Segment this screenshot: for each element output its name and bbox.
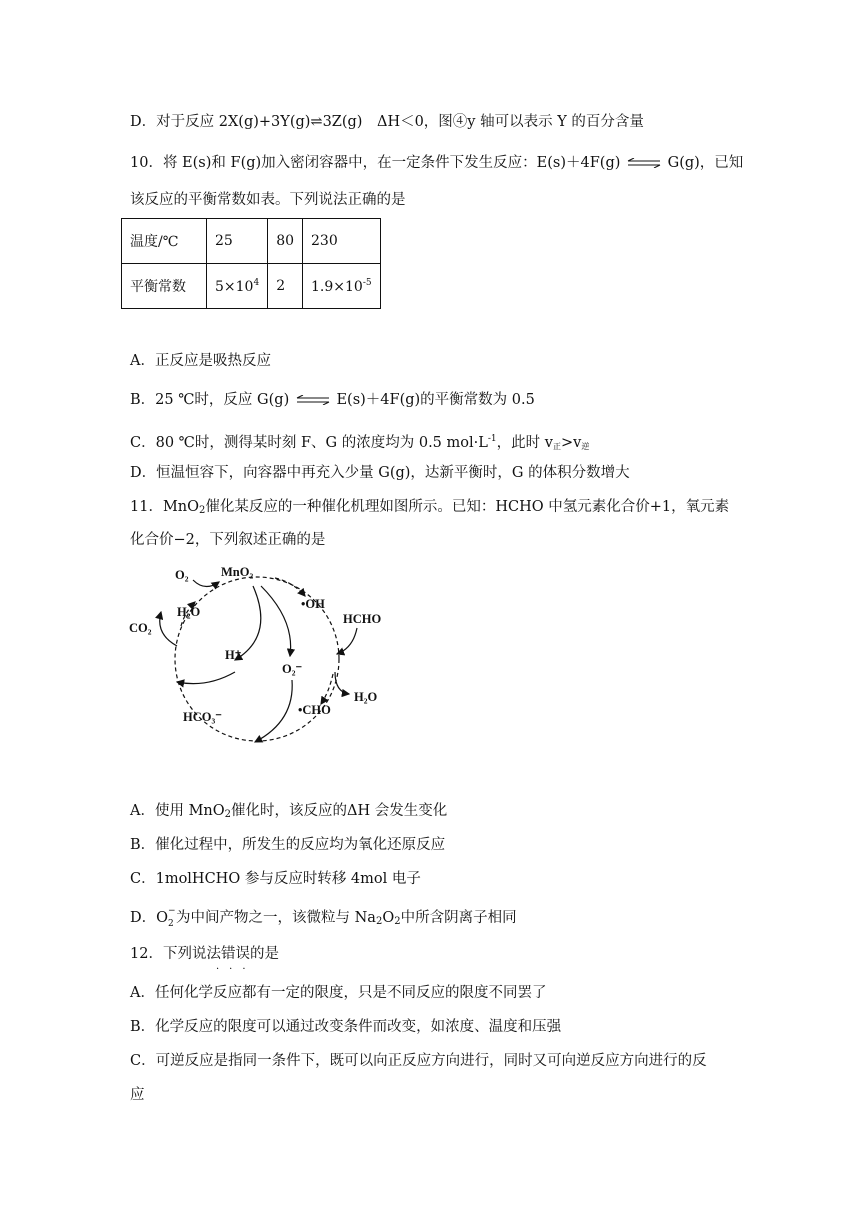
q10-option-c-tail: ，此时 v [496,435,553,451]
q10-stem-line2: 该反应的平衡常数如表。下列说法正确的是 [130,192,406,208]
subscript: 2 [394,916,401,927]
label-hplus: H⁺ [225,648,242,662]
equilibrium-arrow-icon [627,158,661,168]
label-hcho: HCHO [343,612,382,626]
q11-stem-part2: 催化某反应的一种催化机理如图所示。已知：HCHO 中氢元素化合价+1，氧元素 [205,499,730,515]
hplus-to-cycle-arrow [177,672,235,684]
q10-option-b-part2: E(s)＋4F(g)的平衡常数为 0.5 [336,392,535,408]
q12-option-b: B．化学反应的限度可以通过改变条件而改变，如浓度、温度和压强 [130,1019,562,1035]
k25-value: 5×10 [215,278,254,295]
subscript: 2 [375,916,383,927]
superoxide-to-bicarbonate-arrow [255,680,292,742]
q11-option-a-part1: A．使用 MnO [130,803,225,819]
q11-option-d-part4: 中所含阴离子相同 [400,910,517,926]
label-oh-radical: •OH [301,597,325,611]
q11-stem-line2: 化合价−2，下列叙述正确的是 [130,532,326,548]
q10-option-b-part1: B．25 ℃时，反应 G(g) [130,392,290,408]
mno2-to-superoxide-arrow [261,586,291,656]
q12-stem-text: 12．下列说法错误的是 [130,946,279,962]
q11-option-c: C．1molHCHO 参与反应时转移 4mol 电子 [130,871,421,887]
q12-option-a: A．任何化学反应都有一定的限度，只是不同反应的限度不同罢了 [130,985,547,1001]
equilibrium-arrow-icon [296,395,330,405]
q10-stem-part1: 10．将 E(s)和 F(g)加入密闭容器中，在一定条件下发生反应：E(s)＋4F(g) [130,155,621,171]
q11-option-a-part2: 催化时，该反应的ΔH 会发生变化 [231,803,448,819]
subscript: 2 [224,809,232,820]
label-o2: O₂ [175,568,189,582]
q11-stem-part1: 11．MnO [130,499,200,515]
label-superoxide: O₂⁻ [282,662,303,676]
q10-option-c [130,429,589,457]
q11-option-d [130,908,517,932]
table-row [122,264,381,309]
table-cell: 平衡常数 [122,264,207,309]
q12-stem [130,944,860,975]
q10-option-b [130,390,535,410]
table-cell: 230 [303,219,381,264]
q10-stem-part2: G(g)，已知 [667,155,744,171]
catalytic-mechanism-diagram [125,556,395,751]
cycle-arrow [321,674,333,704]
label-h2o-right: H₂O [354,690,378,704]
equilibrium-constant-table [121,218,381,309]
subscript: 2 [199,505,206,516]
hcho-input-arrow [337,628,357,654]
table-cell [207,264,268,309]
label-cho-radical: •CHO [298,703,331,717]
q12-option-c-line2: 应 [130,1087,145,1103]
q10-option-d: D．恒温恒容下，向容器中再充入少量 G(g)，达新平衡时，G 的体积分数增大 [130,465,630,481]
label-mno2: MnO₂ [221,565,254,579]
q11-option-d-part2: 为中间产物之一，该微粒与 Na [176,910,376,926]
q11-option-d-part3: O [382,910,395,926]
q10-option-c-main: C．80 ℃时，测得某时刻 F、G 的浓度均为 0.5 mol·L [130,435,488,451]
v-forward-subscript: 正 [552,442,561,451]
label-co2: CO₂ [129,621,152,635]
q11-option-b: B．催化过程中，所发生的反应均为氧化还原反应 [130,837,446,853]
table-cell: 25 [207,219,268,264]
table-cell: 80 [268,219,303,264]
q12-option-c-line1: C．可逆反应是指同一条件下，既可以向正反应方向进行，同时又可向逆反应方向进行的反 [130,1053,707,1069]
emphasis-dots: ··· [216,964,256,975]
q11-option-a [130,801,447,825]
k230-value: 1.9×10 [311,278,363,295]
table-cell [303,264,381,309]
q10-stem-line1 [130,153,743,173]
q11-option-d-part1: D．O [130,910,169,926]
label-bicarbonate: HCO₃⁻ [183,710,222,724]
v-reverse-subscript: 逆 [581,442,590,451]
unit-exponent: -1 [487,434,497,444]
table-row [122,219,381,264]
table-cell: 2 [268,264,303,309]
q11-stem-line1 [130,497,729,521]
q9-option-d: D．对于反应 2X(g)+3Y(g)⇌3Z(g) ΔH＜0，图④y 轴可以表示 Y 的百分含量 [130,114,644,130]
o2-input-arrow [193,580,219,587]
co2-release-arrow [160,612,177,646]
superoxide-scripts [168,906,176,929]
greater-than: >v [560,435,582,451]
table-cell: 温度/℃ [122,219,207,264]
label-h2o-top: H₂O [177,605,201,619]
superscript: − [168,906,176,916]
k25-exponent: 4 [253,277,260,288]
k230-exponent: -5 [362,277,372,288]
q10-option-a: A．正反应是吸热反应 [130,353,271,369]
subscript: 2 [168,919,174,929]
